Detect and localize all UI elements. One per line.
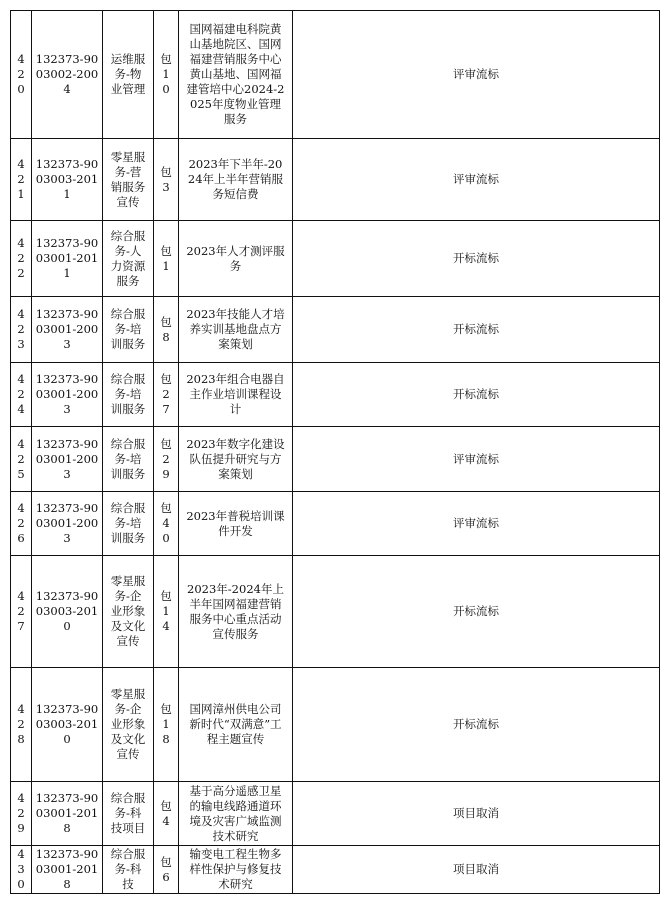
- project-code: 132373-9003001-2018: [32, 846, 103, 894]
- document-page: [10, 10, 660, 894]
- table-row: [11, 668, 660, 782]
- table-row: [11, 221, 660, 297]
- service-category: 综合服务-培训服务: [103, 427, 154, 492]
- result-status: 评审流标: [293, 11, 660, 139]
- service-category: 零星服务-企业形象及文化宣传: [103, 668, 154, 782]
- project-name: 输变电工程生物多样性保护与修复技术研究: [179, 846, 293, 894]
- table-row: [11, 427, 660, 492]
- result-status: 项目取消: [293, 846, 660, 894]
- result-status: 评审流标: [293, 139, 660, 221]
- row-number: 429: [11, 782, 32, 846]
- service-category: 运维服务-物业管理: [103, 11, 154, 139]
- row-number: 427: [11, 556, 32, 668]
- procurement-result-table: [10, 10, 660, 894]
- service-category: 综合服务-人力资源服务: [103, 221, 154, 297]
- result-status: 评审流标: [293, 492, 660, 556]
- package-number: 包27: [154, 363, 179, 427]
- project-code: 132373-9003002-2004: [32, 11, 103, 139]
- result-status: 开标流标: [293, 297, 660, 363]
- project-code: 132373-9003003-2010: [32, 668, 103, 782]
- service-category: 综合服务-科技: [103, 846, 154, 894]
- result-status: 开标流标: [293, 363, 660, 427]
- table-row: [11, 363, 660, 427]
- project-name: 国网福建电科院黄山基地院区、国网福建营销服务中心黄山基地、国网福建管培中心2024-2025年度物业管理服务: [179, 11, 293, 139]
- project-code: 132373-9003001-2011: [32, 221, 103, 297]
- row-number: 430: [11, 846, 32, 894]
- package-number: 包40: [154, 492, 179, 556]
- package-number: 包1: [154, 221, 179, 297]
- table-row: [11, 846, 660, 894]
- row-number: 421: [11, 139, 32, 221]
- project-name: 2023年-2024年上半年国网福建营销服务中心重点活动宣传服务: [179, 556, 293, 668]
- project-name: 2023年下半年-2024年上半年营销服务短信费: [179, 139, 293, 221]
- row-number: 424: [11, 363, 32, 427]
- package-number: 包29: [154, 427, 179, 492]
- project-code: 132373-9003003-2011: [32, 139, 103, 221]
- result-status: 项目取消: [293, 782, 660, 846]
- result-status: 开标流标: [293, 668, 660, 782]
- package-number: 包6: [154, 846, 179, 894]
- result-status: 评审流标: [293, 427, 660, 492]
- project-name: 2023年普税培训课件开发: [179, 492, 293, 556]
- project-name: 2023年组合电器自主作业培训课程设计: [179, 363, 293, 427]
- project-code: 132373-9003001-2003: [32, 297, 103, 363]
- project-code: 132373-9003003-2010: [32, 556, 103, 668]
- row-number: 423: [11, 297, 32, 363]
- service-category: 综合服务-培训服务: [103, 363, 154, 427]
- service-category: 综合服务-培训服务: [103, 492, 154, 556]
- package-number: 包14: [154, 556, 179, 668]
- row-number: 422: [11, 221, 32, 297]
- service-category: 零星服务-企业形象及文化宣传: [103, 556, 154, 668]
- project-code: 132373-9003001-2003: [32, 492, 103, 556]
- package-number: 包18: [154, 668, 179, 782]
- project-name: 2023年人才测评服务: [179, 221, 293, 297]
- table-row: [11, 139, 660, 221]
- result-status: 开标流标: [293, 556, 660, 668]
- row-number: 425: [11, 427, 32, 492]
- package-number: 包3: [154, 139, 179, 221]
- table-row: [11, 782, 660, 846]
- row-number: 426: [11, 492, 32, 556]
- project-code: 132373-9003001-2003: [32, 363, 103, 427]
- project-name: 2023年数字化建设队伍提升研究与方案策划: [179, 427, 293, 492]
- project-name: 国网漳州供电公司新时代“双满意”工程主题宣传: [179, 668, 293, 782]
- package-number: 包4: [154, 782, 179, 846]
- package-number: 包10: [154, 11, 179, 139]
- project-code: 132373-9003001-2003: [32, 427, 103, 492]
- table-row: [11, 11, 660, 139]
- table-row: [11, 492, 660, 556]
- table-row: [11, 556, 660, 668]
- service-category: 综合服务-科技项目: [103, 782, 154, 846]
- project-name: 基于高分遥感卫星的输电线路通道环境及灾害广域监测技术研究: [179, 782, 293, 846]
- row-number: 428: [11, 668, 32, 782]
- service-category: 综合服务-培训服务: [103, 297, 154, 363]
- result-status: 开标流标: [293, 221, 660, 297]
- service-category: 零星服务-营销服务宣传: [103, 139, 154, 221]
- package-number: 包8: [154, 297, 179, 363]
- project-code: 132373-9003001-2018: [32, 782, 103, 846]
- project-name: 2023年技能人才培养实训基地盘点方案策划: [179, 297, 293, 363]
- table-row: [11, 297, 660, 363]
- row-number: 420: [11, 11, 32, 139]
